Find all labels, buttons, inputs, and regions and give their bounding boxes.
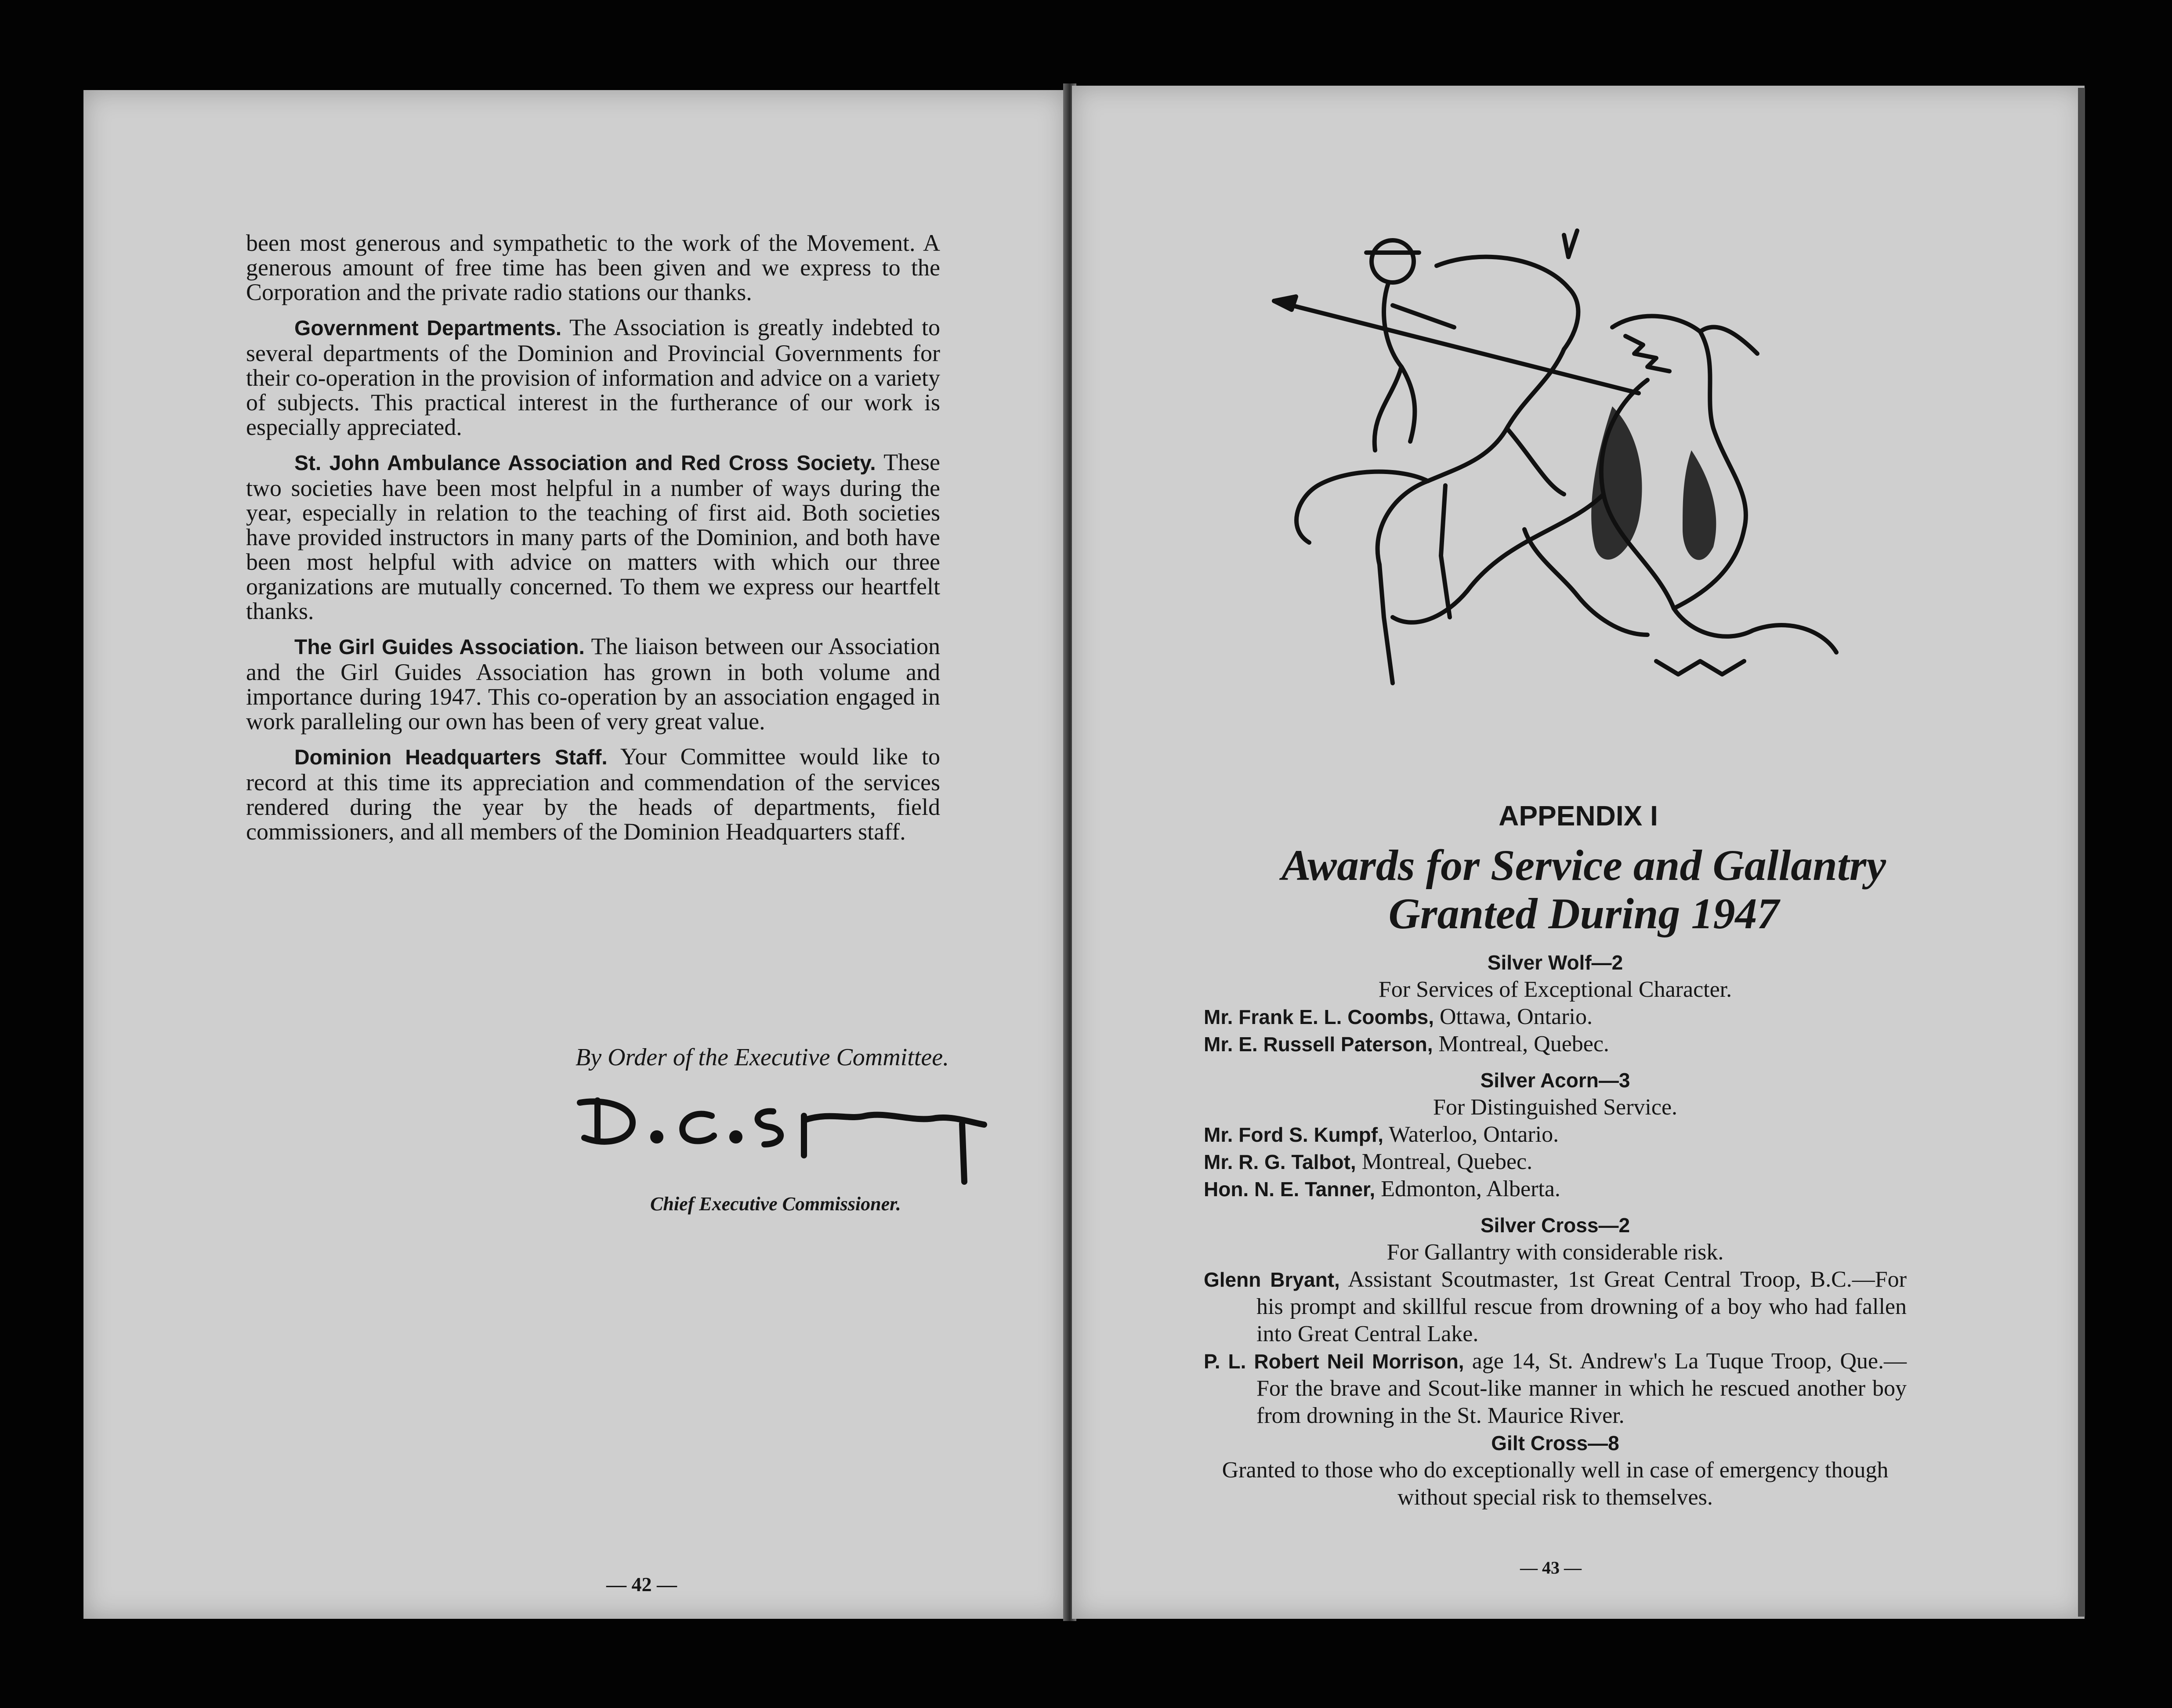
page-number: — 42 — (606, 1573, 677, 1596)
signature-title: Chief Executive Commissioner. (650, 1193, 901, 1215)
st-george-dragon-illustration (1261, 222, 1885, 789)
signature-image (567, 1085, 1028, 1195)
award-entry: Mr. Frank E. L. Coombs, Ottawa, Ontario. (1204, 1004, 1593, 1029)
gilt-cross-description: Granted to those who do exceptionally well in case of emergency though without special risk to themselves. (1222, 1458, 1889, 1510)
silver-wolf-subheading: For Services of Exceptional Character. (1378, 977, 1732, 1002)
paragraph-heading: The Girl Guides Association. (294, 636, 585, 659)
paragraph-radio: been most generous and sympathetic to the work of the Movement. A generous amount of free time has been given and we express to the Corporation and the private radio stations our thanks. (246, 230, 940, 305)
award-entry: Glenn Bryant, Assistant Scoutmaster, 1st Great Central Troop, B.C.—For his prompt and skillful rescue from drowning of a boy who had fallen into Great Central Lake. (1204, 1267, 1907, 1346)
awards-title: Awards for Service and Gallantry Granted During 1947 (1281, 841, 1886, 938)
paragraph-heading: St. John Ambulance Association and Red Cross Society. (294, 452, 876, 475)
silver-cross-heading: Silver Cross—2 (1480, 1214, 1630, 1237)
paragraph-girl-guides: The Girl Guides Association. The liaison between our Association and the Girl Guides Association has grown in both volume and importance during 1947. This co-operation by an association engaged in work paralleling our own has been of very great value. (246, 633, 940, 735)
right-page (1072, 86, 2085, 1619)
left-text-column (246, 231, 940, 854)
paragraph-heading: Dominion Headquarters Staff. (294, 746, 608, 769)
silver-cross-subheading: For Gallantry with considerable risk. (1386, 1240, 1724, 1265)
paragraph-government: Government Departments. The Association is greatly indebted to several departments of the Dominion and Provincial Governments for their co-operation in the provision of information and advice on a variety of subjects. This practical interest in the furtherance of our work is especially appreciated. (246, 314, 940, 440)
award-entry: Mr. R. G. Talbot, Montreal, Quebec. (1204, 1149, 1533, 1174)
paragraph-heading: Government Departments. (294, 317, 562, 340)
silver-wolf-heading: Silver Wolf—2 (1487, 951, 1623, 974)
silver-acorn-heading: Silver Acorn—3 (1480, 1069, 1630, 1092)
awards-list (1204, 949, 1907, 1511)
paragraph-st-john: St. John Ambulance Association and Red Cross Society. These two societies have been most helpful in a number of ways during the year, especially in relation to the teaching of first aid. Both societies have provided instructors in many parts of the Dominion, and both have been most helpful with advice on matters with which our three organizations are mutually concerned. To them we express our heartfelt thanks. (246, 449, 940, 624)
left-page (83, 90, 1066, 1619)
award-entry: P. L. Robert Neil Morrison, age 14, St. Andrew's La Tuque Troop, Que.—For the brave and Scout-like manner in which he rescued another boy from drowning in the St. Maurice River. (1204, 1349, 1907, 1428)
award-entry: Mr. E. Russell Paterson, Montreal, Quebec. (1204, 1031, 1609, 1057)
award-entry: Hon. N. E. Tanner, Edmonton, Alberta. (1204, 1176, 1560, 1201)
page-number: — 43 — (1520, 1558, 1582, 1578)
silver-acorn-subheading: For Distinguished Service. (1433, 1095, 1678, 1120)
appendix-label: APPENDIX I (1499, 800, 1658, 832)
gilt-cross-heading: Gilt Cross—8 (1491, 1432, 1619, 1455)
by-order-line: By Order of the Executive Committee. (576, 1044, 949, 1071)
paragraph-headquarters: Dominion Headquarters Staff. Your Committee would like to record at this time its appreciation and commendation of the services rendered during the year by the heads of departments, field commissioners, and all members of the Dominion Headquarters staff. (246, 743, 940, 845)
award-entry: Mr. Ford S. Kumpf, Waterloo, Ontario. (1204, 1122, 1559, 1147)
page-edge (2078, 88, 2085, 1617)
